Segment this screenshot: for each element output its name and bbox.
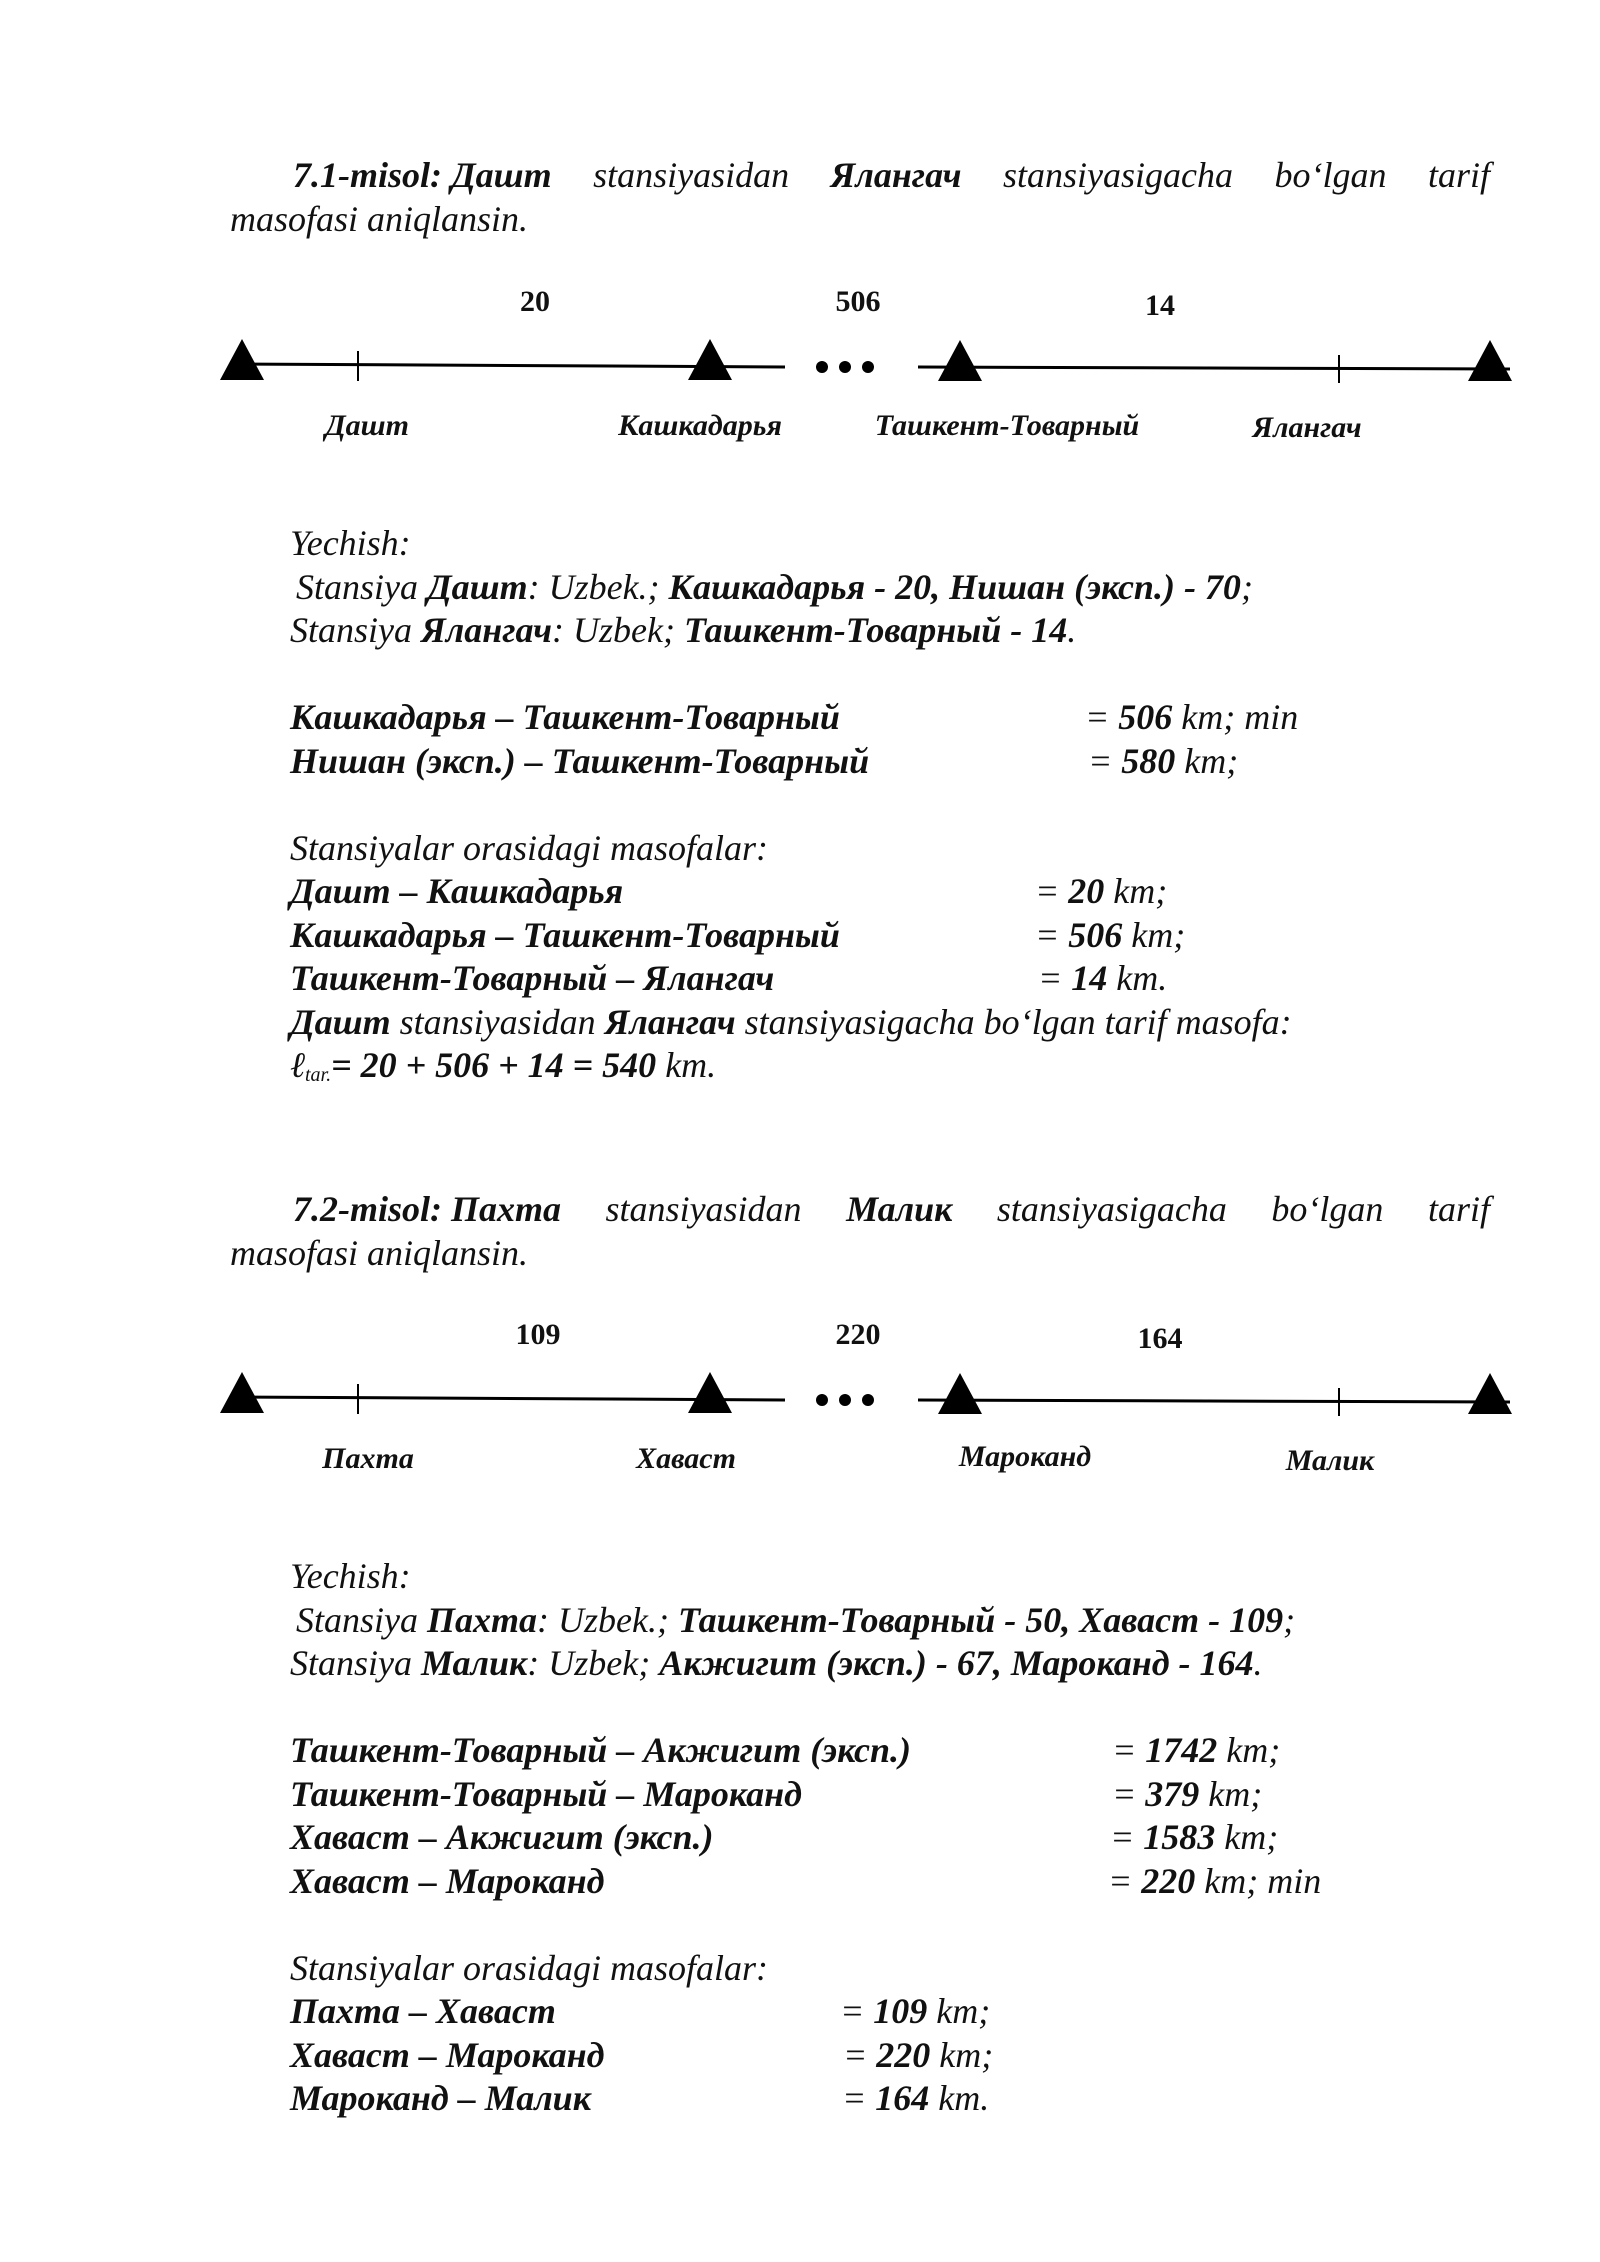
distance-unit: km. (929, 2078, 990, 2118)
solution-text: : Uzbek.; (537, 1599, 678, 1640)
solution-line (290, 566, 1292, 610)
equals-sign: = (1112, 1773, 1146, 1814)
solution-station: Ялангач (421, 610, 552, 650)
equals-sign: = (1038, 958, 1072, 998)
equals-sign: = (1108, 1860, 1142, 1901)
solution-text: . (1067, 610, 1077, 650)
segment-distance-row (290, 957, 1292, 1001)
route-distance-row (290, 1773, 1295, 1817)
station-name: Мароканд (958, 1440, 1092, 1473)
solution-station: Малик (421, 1643, 528, 1683)
example-1-from-station: Дашт (451, 155, 552, 195)
distance-unit: km; (930, 2034, 994, 2075)
segment-distance-row (290, 2034, 1295, 2078)
solution-stations-list: Ташкент-Товарный - 50, Хаваст - 109 (677, 1599, 1284, 1640)
distance-value: 164 (875, 2078, 930, 2118)
example-2-heading-word: bo‘lgan (1271, 1189, 1384, 1229)
example-2-heading-word: stansiyasidan (605, 1189, 802, 1229)
example-1-heading (230, 153, 1490, 241)
distance-value: 1742 (1145, 1730, 1218, 1770)
solution-stations-list: Кашкадарья - 20, Нишан (эксп.) - 70 (668, 566, 1241, 607)
distance-unit: km; (1175, 740, 1239, 781)
distance-value: 506 (1118, 697, 1173, 737)
equals-sign: = (840, 1991, 874, 2031)
route-name: Ташкент-Товарный – Акжигит (эксп.) (290, 1730, 911, 1770)
example-2-heading-word: tarif (1427, 1189, 1490, 1229)
equals-sign: = (1035, 871, 1069, 911)
blank-line (290, 783, 1292, 827)
distance-unit: km. (1107, 958, 1168, 998)
distance-value: 506 (1068, 914, 1123, 955)
route-distance-row (290, 1729, 1295, 1773)
route-name: Ташкент-Товарный – Мароканд (290, 1773, 803, 1814)
route-distance-row (290, 740, 1292, 784)
example-1-heading-word: tarif (1427, 155, 1490, 195)
distance-label: 14 (1145, 289, 1175, 322)
station-name: Ялангач (1252, 411, 1362, 444)
blank-line (290, 1903, 1295, 1947)
distance-value: 379 (1145, 1773, 1200, 1814)
example-2-heading-line2: masofasi aniqlansin. (230, 1233, 529, 1273)
segment-name: Дашт – Кашкадарья (290, 871, 624, 911)
equals-sign: = (843, 2034, 877, 2075)
example-1-heading-line2: masofasi aniqlansin. (230, 199, 529, 239)
example-2-to-station: Малик (846, 1189, 953, 1229)
distance-unit: km; (1215, 1817, 1279, 1857)
solution-line (290, 609, 1292, 653)
segment-distance-row (290, 2077, 1295, 2121)
solution-stations-list: Ташкент-Товарный - 14 (683, 610, 1068, 650)
example-1-to-station: Ялангач (830, 155, 962, 195)
distance-value: 1583 (1143, 1817, 1216, 1857)
segment-name: Кашкадарья – Ташкент-Товарный (290, 914, 840, 955)
solution-line (290, 1599, 1295, 1643)
distance-label: 109 (515, 1318, 561, 1351)
example-1-heading-word: bo‘lgan (1274, 155, 1387, 195)
distance-label: 220 (835, 1318, 881, 1351)
station-name: Ташкент-Товарный (874, 409, 1140, 442)
conclusion-text: stansiyasidan (390, 1001, 605, 1042)
equals-sign: = (842, 2078, 876, 2118)
example-2-heading (230, 1187, 1490, 1275)
station-name: Хаваст (636, 1442, 736, 1475)
distance-label: 506 (835, 285, 881, 318)
solution-text: : Uzbek.; (527, 566, 669, 607)
example-1-heading-word: stansiyasigacha (1003, 155, 1233, 195)
distance-unit: km; (1122, 914, 1186, 955)
conclusion-from-station: Дашт (290, 1001, 391, 1042)
example-1-label: 7.1-misol: (293, 155, 442, 195)
distance-label: 164 (1137, 1322, 1183, 1355)
conclusion-to-station: Ялангач (604, 1001, 736, 1042)
example-1-solution (290, 522, 1299, 1088)
example-1-route-diagram (220, 285, 1520, 465)
solution-text: ; (1283, 1599, 1296, 1640)
equals-sign: = (1112, 1730, 1146, 1770)
equals-sign: = (1088, 740, 1122, 781)
solution-title: Yechish: (290, 1556, 411, 1596)
distance-unit: km; (927, 1991, 991, 2031)
route-name: Хаваст – Мароканд (290, 1860, 605, 1901)
route-distance-row (290, 1860, 1322, 1904)
segment-distance-row (290, 870, 1292, 914)
solution-text: Stansiya (296, 1599, 427, 1640)
distance-unit: km; (1104, 871, 1168, 911)
distance-unit: km; (1217, 1730, 1281, 1770)
solution-text: : Uzbek; (527, 1643, 660, 1683)
route-name: Нишан (эксп.) – Ташкент-Товарный (290, 740, 870, 781)
distance-unit: km; (1199, 1773, 1263, 1814)
distances-title: Stansiyalar orasidagi masofalar: (290, 827, 769, 868)
equals-sign: = (1085, 697, 1119, 737)
solution-text: ; (1240, 566, 1253, 607)
route-distance-row (290, 1816, 1295, 1860)
distance-value: 20 (1068, 871, 1105, 911)
route-name: Кашкадарья – Ташкент-Товарный (290, 697, 840, 737)
blank-line (290, 1686, 1295, 1730)
distance-label: 20 (520, 285, 550, 318)
route-distance-row (290, 696, 1299, 740)
length-symbol: ℓ (290, 1045, 305, 1085)
route-name: Хаваст – Акжигит (эксп.) (290, 1817, 714, 1857)
example-2-heading-word: stansiyasigacha (996, 1189, 1227, 1229)
formula: = 20 + 506 + 14 = 540 (331, 1045, 657, 1085)
solution-text: Stansiya (296, 566, 427, 607)
station-name: Дашт (325, 409, 409, 442)
solution-line (290, 1642, 1295, 1686)
length-subscript: tar. (305, 1064, 332, 1086)
equals-sign: = (1035, 914, 1069, 955)
example-1-heading-word: stansiyasidan (593, 155, 790, 195)
example-2-solution (290, 1555, 1322, 2121)
distance-value: 580 (1121, 740, 1176, 781)
segment-name: Пахта – Хаваст (290, 1991, 556, 2031)
segment-distance-row (290, 914, 1292, 958)
solution-title: Yechish: (290, 523, 411, 563)
solution-station: Дашт (427, 566, 528, 607)
solution-text: Stansiya (290, 610, 421, 650)
station-name: Пахта (322, 1442, 414, 1475)
conclusion-line (290, 1001, 1292, 1045)
example-2-label: 7.2-misol: (293, 1189, 442, 1229)
solution-text: . (1253, 1643, 1263, 1683)
equals-sign: = (1110, 1817, 1144, 1857)
solution-station: Пахта (427, 1599, 538, 1640)
segment-distance-row (290, 1990, 1295, 2034)
distance-unit: km. (656, 1045, 717, 1085)
distance-value: 14 (1071, 958, 1108, 998)
blank-line (290, 653, 1292, 697)
example-2-route-diagram (220, 1318, 1520, 1498)
segment-name: Хаваст – Мароканд (290, 2034, 605, 2075)
solution-stations-list: Акжигит (эксп.) - 67, Мароканд - 164 (659, 1643, 1254, 1683)
distances-title: Stansiyalar orasidagi masofalar: (290, 1947, 769, 1988)
distance-unit: km; min (1172, 697, 1299, 737)
formula-line (290, 1044, 1292, 1088)
example-2-from-station: Пахта (451, 1189, 562, 1229)
segment-name: Ташкент-Товарный – Ялангач (290, 958, 775, 998)
station-name: Малик (1285, 1444, 1375, 1477)
solution-text: : Uzbek; (551, 610, 684, 650)
distance-unit: km; min (1195, 1860, 1322, 1901)
conclusion-text: stansiyasigacha bo‘lgan tarif masofa: (735, 1001, 1292, 1042)
solution-text: Stansiya (290, 1643, 421, 1683)
distance-value: 220 (876, 2034, 931, 2075)
distance-value: 220 (1141, 1860, 1196, 1901)
station-name: Кашкадарья (618, 409, 782, 442)
distance-value: 109 (873, 1991, 928, 2031)
segment-name: Мароканд – Малик (290, 2078, 591, 2118)
